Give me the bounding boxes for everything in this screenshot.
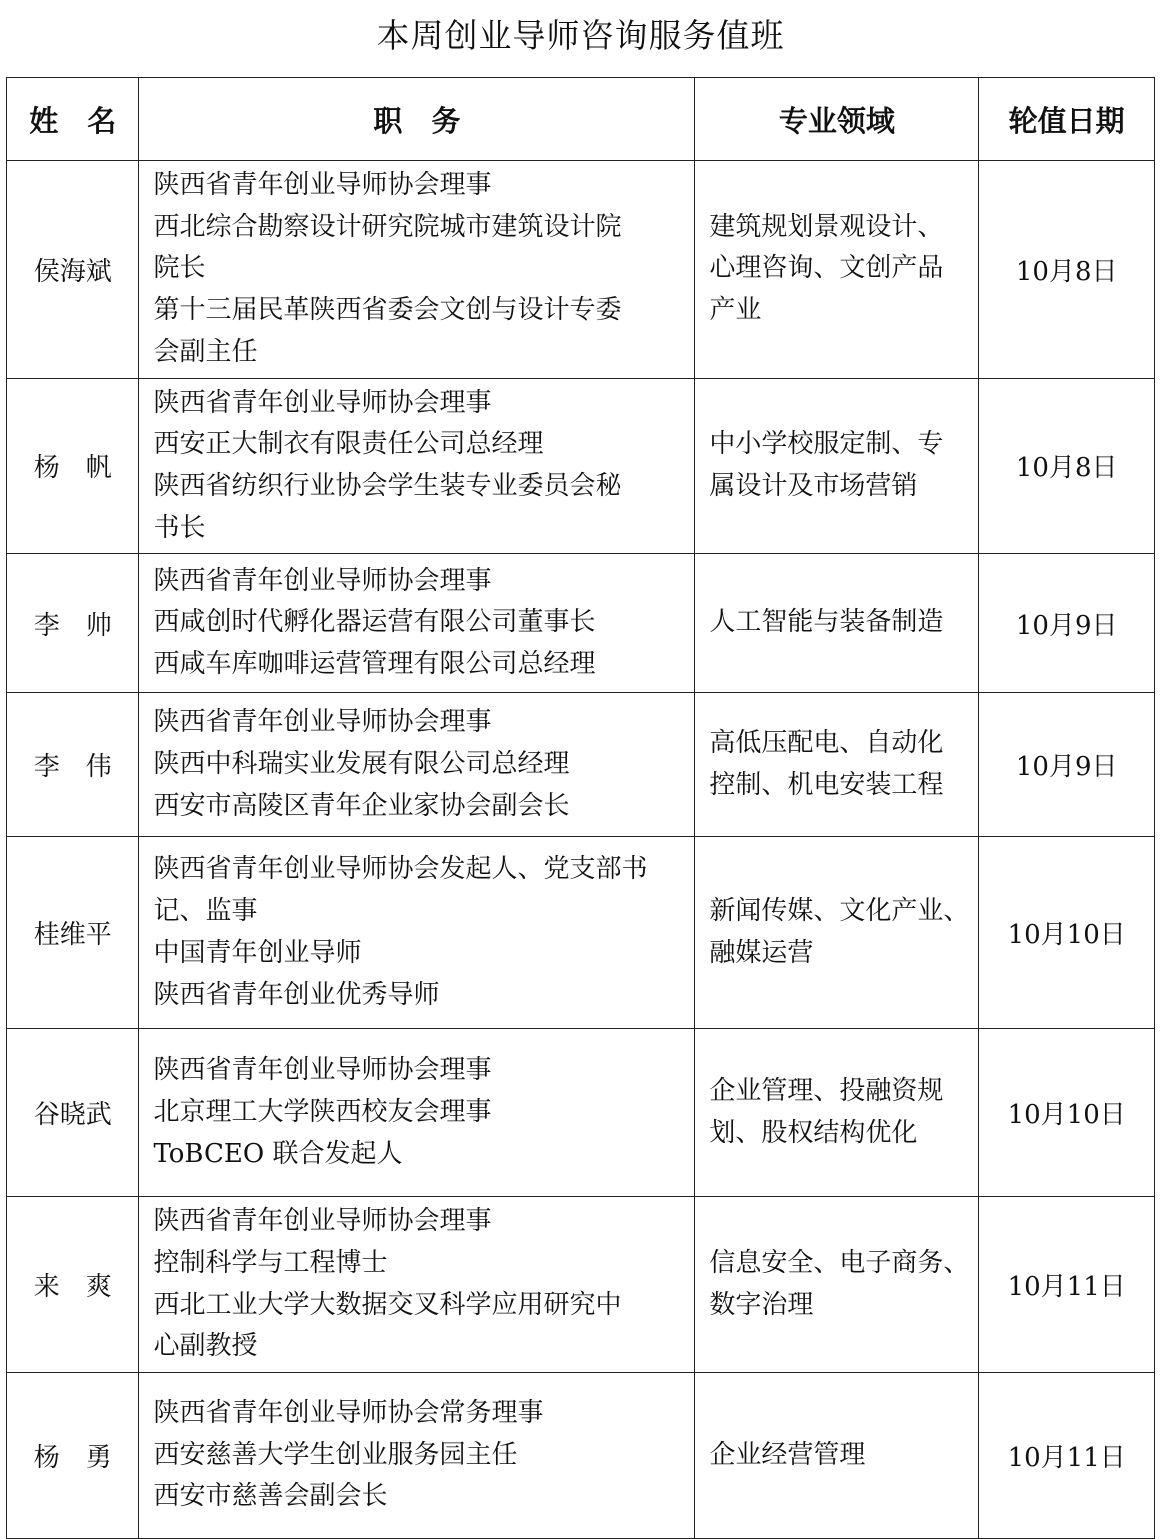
- duty-date: 10月8日: [979, 378, 1155, 554]
- mentor-name: 杨 帆: [7, 378, 139, 554]
- table-header-row: [7, 78, 1155, 161]
- mentor-name: 来 爽: [7, 1197, 139, 1373]
- mentor-name: 李 伟: [7, 693, 139, 837]
- mentor-positions: [139, 1029, 695, 1197]
- field-line: 企业经营管理: [709, 1439, 866, 1470]
- header-position: 职 务: [139, 78, 695, 161]
- page-title: 本周创业导师咨询服务值班: [376, 16, 785, 55]
- position-line: 第十三届民革陕西省委会文创与设计专委: [153, 295, 622, 326]
- duty-table: [6, 77, 1155, 1539]
- position-line: 陕西省青年创业导师协会理事: [153, 707, 492, 738]
- position-line: 西安市高陵区青年企业家协会副会长: [153, 790, 570, 821]
- mentor-field: [695, 554, 979, 693]
- mentor-name: 桂维平: [7, 837, 139, 1029]
- position-line: 西安市慈善会副会长: [153, 1481, 388, 1512]
- position-line: 中国青年创业导师: [153, 937, 362, 968]
- position-line: 会副主任: [153, 336, 258, 367]
- field-line: 产业: [709, 295, 762, 326]
- table-row: [7, 1029, 1155, 1197]
- mentor-field: [695, 161, 979, 379]
- position-line: 陕西省青年创业导师协会理事: [153, 1206, 492, 1237]
- position-line: 记、监事: [153, 896, 258, 927]
- position-line: 西咸车库咖啡运营管理有限公司总经理: [153, 649, 596, 680]
- position-line: 陕西省青年创业导师协会理事: [153, 565, 492, 596]
- mentor-positions: [139, 1197, 695, 1373]
- position-line: 西咸创时代孵化器运营有限公司董事长: [153, 607, 596, 638]
- header-field: 专业领域: [695, 78, 979, 161]
- field-line: 划、股权结构优化: [709, 1117, 918, 1148]
- mentor-field: [695, 1197, 979, 1373]
- table-row: [7, 693, 1155, 837]
- position-line: 陕西省青年创业导师协会理事: [153, 387, 492, 418]
- header-name: 姓 名: [7, 78, 139, 161]
- position-line: 陕西中科瑞实业发展有限公司总经理: [153, 748, 570, 779]
- duty-date: 10月9日: [979, 554, 1155, 693]
- duty-date: 10月11日: [979, 1373, 1155, 1539]
- position-line: 西安正大制衣有限责任公司总经理: [153, 429, 544, 460]
- field-line: 中小学校服定制、专: [709, 429, 944, 460]
- mentor-positions: [139, 693, 695, 837]
- table-row: [7, 837, 1155, 1029]
- field-line: 人工智能与装备制造: [709, 607, 944, 638]
- duty-date: 10月9日: [979, 693, 1155, 837]
- position-line: 北京理工大学陕西校友会理事: [153, 1096, 492, 1127]
- field-line: 信息安全、电子商务、: [709, 1248, 970, 1279]
- position-line: 院长: [153, 253, 206, 284]
- field-line: 新闻传媒、文化产业、: [709, 896, 970, 927]
- position-line: 书长: [153, 512, 206, 543]
- field-line: 高低压配电、自动化: [709, 728, 944, 759]
- field-line: 融媒运营: [709, 937, 814, 968]
- table-row: [7, 378, 1155, 554]
- mentor-positions: [139, 554, 695, 693]
- mentor-positions: [139, 161, 695, 379]
- mentor-field: [695, 1029, 979, 1197]
- mentor-field: [695, 378, 979, 554]
- position-line: 陕西省青年创业导师协会理事: [153, 170, 492, 200]
- mentor-name: 谷晓武: [7, 1029, 139, 1197]
- field-line: 企业管理、投融资规: [709, 1076, 944, 1107]
- duty-date: 10月10日: [979, 837, 1155, 1029]
- field-line: 心理咨询、文创产品: [709, 253, 944, 284]
- duty-date: 10月10日: [979, 1029, 1155, 1197]
- position-line: 西北工业大学大数据交叉科学应用研究中: [153, 1289, 622, 1320]
- position-line: 控制科学与工程博士: [153, 1248, 388, 1279]
- mentor-positions: [139, 837, 695, 1029]
- position-line: 西安慈善大学生创业服务园主任: [153, 1439, 518, 1470]
- mentor-field: [695, 837, 979, 1029]
- position-line: 陕西省青年创业导师协会发起人、党支部书: [153, 854, 648, 885]
- position-line: 陕西省青年创业导师协会常务理事: [153, 1398, 544, 1429]
- field-line: 建筑规划景观设计、: [709, 211, 944, 242]
- table-row: [7, 1197, 1155, 1373]
- table-row: [7, 554, 1155, 693]
- table-row: [7, 161, 1155, 379]
- position-line: 陕西省纺织行业协会学生装专业委员会秘: [153, 470, 622, 501]
- field-line: 数字治理: [709, 1289, 814, 1320]
- duty-date: 10月8日: [979, 161, 1155, 379]
- mentor-name: 李 帅: [7, 554, 139, 693]
- mentor-name: 侯海斌: [7, 161, 139, 379]
- duty-date: 10月11日: [979, 1197, 1155, 1373]
- mentor-name: 杨 勇: [7, 1373, 139, 1539]
- position-line: 陕西省青年创业导师协会理事: [153, 1055, 492, 1086]
- header-date: 轮值日期: [979, 78, 1155, 161]
- field-line: 属设计及市场营销: [709, 470, 918, 501]
- mentor-field: [695, 1373, 979, 1539]
- position-line: 西北综合勘察设计研究院城市建筑设计院: [153, 211, 622, 242]
- table-row: [7, 1373, 1155, 1539]
- mentor-positions: [139, 1373, 695, 1539]
- position-line: 陕西省青年创业优秀导师: [153, 979, 440, 1010]
- mentor-field: [695, 693, 979, 837]
- position-line: ToBCEO 联合发起人: [153, 1138, 403, 1169]
- mentor-positions: [139, 378, 695, 554]
- field-line: 控制、机电安装工程: [709, 769, 944, 800]
- position-line: 心副教授: [153, 1331, 258, 1362]
